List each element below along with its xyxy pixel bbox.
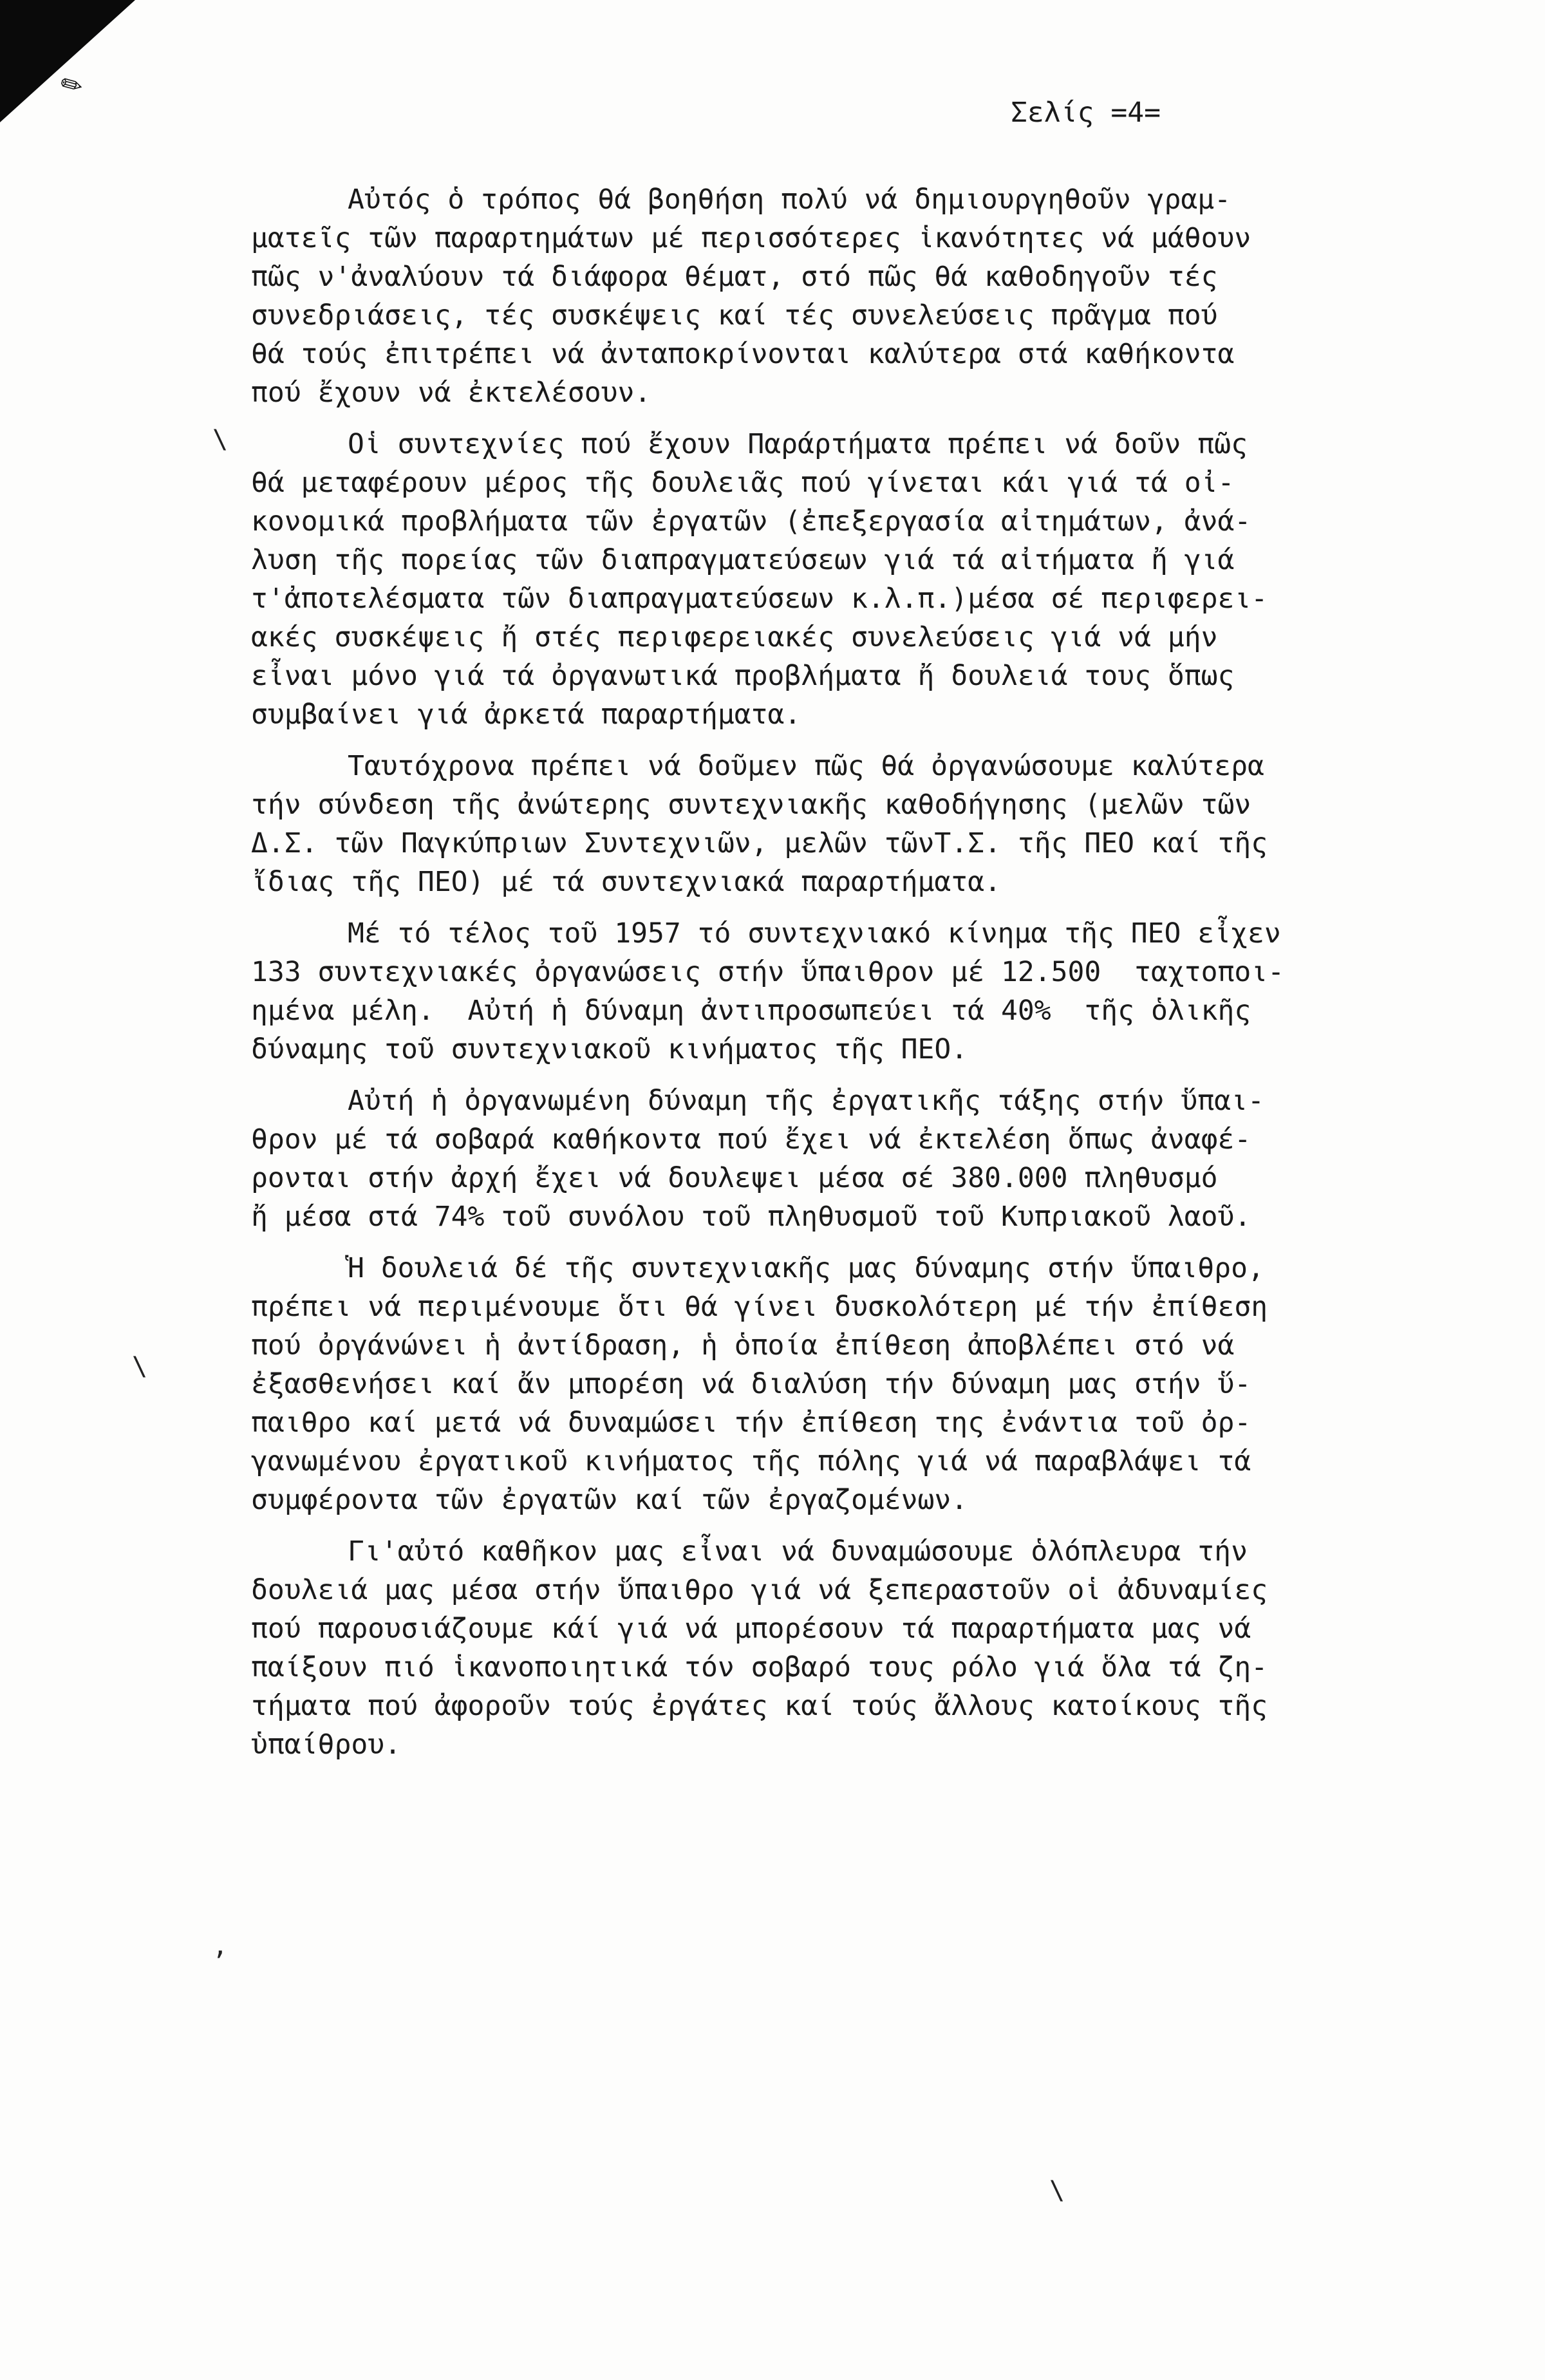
text-line: πού παρουσιάζουμε κάί γιά νά μπορέσουν τά παραρτήματα μας νά — [251, 1613, 1251, 1645]
scan-speck: \ — [212, 425, 229, 454]
text-line: παιθρο καί μετά νά δυναμώσει τήν ἐπίθεση της ἐνάντια τοῦ ὀρ- — [251, 1407, 1251, 1439]
text-line: Αὐτός ὁ τρόπος θά βοηθήση πολύ νά δημιουργηθοῦν γραμ- — [348, 183, 1231, 216]
text-line: θά μεταφέρουν μέρος τῆς δουλειᾶς πού γίνεται κάι γιά τά οἰ- — [251, 467, 1235, 499]
paragraph-6 — [251, 1249, 1448, 1519]
paragraph-5 — [251, 1082, 1448, 1236]
text-line: Μέ τό τέλος τοῦ 1957 τό συντεχνιακό κίνημα τῆς ΠΕΟ εἶχεν — [348, 917, 1281, 950]
text-line: θά τούς ἐπιτρέπει νά ἀνταποκρίνονται καλύτερα στά καθήκοντα — [251, 338, 1235, 370]
staple-mark-icon: ✎ — [55, 67, 89, 104]
text-line: Οἱ συντεχνίες πού ἔχουν Παράρτήματα πρέπει νά δοῦν πῶς — [348, 428, 1248, 460]
scan-speck: \ — [132, 1352, 148, 1382]
text-line: Ἡ δουλειά δέ τῆς συντεχνιακῆς μας δύναμης στήν ὕπαιθρο, — [348, 1252, 1264, 1284]
paragraph-7 — [251, 1532, 1448, 1764]
text-line: ρονται στήν ἀρχή ἔχει νά δουλεψει μέσα σέ 380.000 πληθυσμό — [251, 1162, 1218, 1194]
text-line: παίξουν πιό ἱκανοποιητικά τόν σοβαρό τους ρόλο γιά ὅλα τά ζη- — [251, 1651, 1268, 1683]
paragraph-1 — [251, 180, 1448, 412]
text-line: συμβαίνει γιά ἀρκετά παραρτήματα. — [251, 698, 801, 731]
text-line: πῶς ν'ἀναλύουν τά διάφορα θέματ, στό πῶς θά καθοδηγοῦν τές — [251, 261, 1218, 293]
paragraph-4 — [251, 914, 1448, 1069]
scan-speck: \ — [1049, 2176, 1065, 2206]
document-body — [251, 180, 1448, 1777]
text-line: τήματα πού ἀφοροῦν τούς ἐργάτες καί τούς ἄλλους κατοίκους τῆς — [251, 1690, 1268, 1722]
text-line: δουλειά μας μέσα στήν ὕπαιθρο γιά νά ξεπεραστοῦν οἱ ἀδυναμίες — [251, 1574, 1268, 1606]
text-line: γανωμένου ἐργατικοῦ κινήματος τῆς πόλης γιά νά παραβλάψει τά — [251, 1445, 1251, 1477]
text-line: τήν σύνδεση τῆς ἀνώτερης συντεχνιακῆς καθοδήγησης (μελῶν τῶν — [251, 789, 1251, 821]
text-line: θρον μέ τά σοβαρά καθήκοντα πού ἔχει νά ἐκτελέση ὅπως ἀναφέ- — [251, 1123, 1251, 1156]
paragraph-2 — [251, 425, 1448, 734]
torn-corner-shadow — [0, 0, 135, 122]
scan-speck: , — [212, 1931, 229, 1961]
text-line: Γι'αὐτό καθῆκον μας εἶναι νά δυναμώσουμε ὁλόπλευρα τήν — [348, 1535, 1248, 1568]
text-line: ἴδιας τῆς ΠΕΟ) μέ τά συντεχνιακά παραρτήματα. — [251, 866, 1001, 898]
text-line: ακές συσκέψεις ἤ στές περιφερειακές συνελεύσεις γιά νά μήν — [251, 621, 1218, 653]
text-line: πού ἔχουν νά ἐκτελέσουν. — [251, 377, 651, 409]
text-line: δύναμης τοῦ συντεχνιακοῦ κινήματος τῆς ΠΕΟ. — [251, 1033, 968, 1065]
text-line: συνεδριάσεις, τές συσκέψεις καί τές συνελεύσεις πρᾶγμα πού — [251, 299, 1218, 332]
paragraph-3 — [251, 747, 1448, 901]
text-line: ὑπαίθρου. — [251, 1729, 401, 1761]
text-line: λυση τῆς πορείας τῶν διαπραγματεύσεων γιά τά αἰτήματα ἤ γιά — [251, 544, 1235, 576]
text-line: τ'ἀποτελέσματα τῶν διαπραγματεύσεων κ.λ.π.)μέσα σέ περιφερει- — [251, 583, 1268, 615]
text-line: Αὐτή ἡ ὀργανωμένη δύναμη τῆς ἐργατικῆς τάξης στήν ὕπαι- — [348, 1085, 1264, 1117]
text-line: Ταυτόχρονα πρέπει νά δοῦμεν πῶς θά ὀργανώσουμε καλύτερα — [348, 750, 1264, 782]
text-line: ημένα μέλη. Αὐτή ἡ δύναμη ἀντιπροσωπεύει τά 40% τῆς ὁλικῆς — [251, 995, 1251, 1027]
text-line: κονομικά προβλήματα τῶν ἐργατῶν (ἐπεξεργασία αἰτημάτων, ἀνά- — [251, 505, 1251, 538]
text-line: Δ.Σ. τῶν Παγκύπριων Συντεχνιῶν, μελῶν τῶνΤ.Σ. τῆς ΠΕΟ καί τῆς — [251, 827, 1268, 859]
page-number: Σελίς =4= — [1011, 97, 1161, 129]
text-line: ματεῖς τῶν παραρτημάτων μέ περισσότερες ἱκανότητες νά μάθουν — [251, 222, 1251, 254]
text-line: ἤ μέσα στά 74% τοῦ συνόλου τοῦ πληθυσμοῦ τοῦ Κυπριακοῦ λαοῦ. — [251, 1201, 1251, 1233]
text-line: πού ὀργάνώνει ἡ ἀντίδραση, ἡ ὁποία ἐπίθεση ἀποβλέπει στό νά — [251, 1329, 1235, 1362]
text-line: πρέπει νά περιμένουμε ὅτι θά γίνει δυσκολότερη μέ τήν ἐπίθεση — [251, 1291, 1268, 1323]
text-line: συμφέροντα τῶν ἐργατῶν καί τῶν ἐργαζομένων. — [251, 1484, 968, 1516]
text-line: εἶναι μόνο γιά τά ὀργανωτικά προβλήματα ἤ δουλειά τους ὅπως — [251, 660, 1235, 692]
text-line: 133 συντεχνιακές ὀργανώσεις στήν ὕπαιθρον μέ 12.500 ταχτοποι- — [251, 956, 1285, 988]
text-line: ἐξασθενήσει καί ἄν μπορέση νά διαλύση τήν δύναμη μας στήν ὕ- — [251, 1368, 1251, 1400]
